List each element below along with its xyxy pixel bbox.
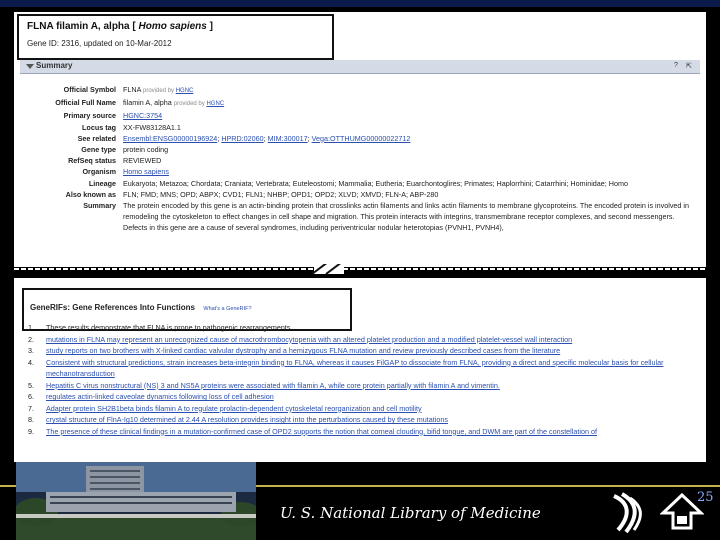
field-value: protein coding — [123, 145, 169, 155]
list-item: 8. crystal structure of FlnA-Ig10 determined at 2.44 A resolution provides insight into the perturbations caused by these mutations — [28, 415, 448, 424]
field-value: REVIEWED — [123, 156, 162, 166]
top-accent-bar — [0, 0, 720, 7]
list-item: 3. study reports on two brothers with X-linked cardiac valvular dystrophy and a hemizygous FLNA mutation and review previously described cases from the literature — [28, 346, 561, 355]
field-key: Summary — [83, 201, 116, 211]
field-key: Locus tag — [82, 122, 116, 132]
gene-summary-panel — [14, 12, 706, 267]
gene-title-prefix: FLNA filamin A, alpha [ — [27, 21, 136, 32]
field-lineage — [20, 178, 700, 189]
field-see-related: See related Ensembl:ENSG00000196924; HPRD:02060; MIM:300017; Vega:OTTHUMG00000022712 — [20, 133, 700, 144]
gene-title — [27, 21, 324, 32]
summary-header-label: Summary — [36, 61, 73, 70]
generif-panel — [14, 278, 706, 462]
help-icon[interactable]: ? — [674, 62, 678, 69]
generif-link[interactable]: regulates actin-linked caveolae dynamics following loss of cell adhesion — [46, 392, 274, 401]
whats-generif-link[interactable]: What's a GeneRIF? — [203, 306, 252, 312]
collapse-triangle-icon[interactable] — [26, 64, 34, 69]
field-value: FLNA — [123, 85, 141, 94]
list-item: 4. Consistent with structural predictions, strain increases beta-integrin binding to FLNA, whereas it causes FilGAP to dissociate from FLNA, providing a direct and specific molecular basis for cellular mechanotransduction — [28, 357, 698, 380]
generif-link[interactable]: Consistent with structural predictions, strain increases beta-integrin binding to FLNA, whereas it causes FilGAP to dissociate from FLNA, providing a direct and specific molecular basis for cellular mechanotransduction — [46, 357, 664, 378]
nlm-institution-name: U. S. National Library of Medicine — [280, 504, 541, 522]
list-item: 2. mutations in FLNA may represent an unrecognized cause of macrothrombocytopenia with an altered platelet production and a modified platelet-vessel wall interaction — [28, 334, 573, 344]
hgnc-link[interactable]: HGNC — [175, 88, 194, 94]
generif-list — [28, 322, 698, 437]
list-item: 6. regulates actin-linked caveolae dynamics following loss of cell adhesion — [28, 392, 274, 401]
provided-by-text: provided by — [173, 101, 205, 108]
field-key: Gene type — [81, 145, 116, 155]
field-key: Organism — [82, 167, 116, 177]
generif-link[interactable]: mutations in FLNA may represent an unrecognized cause of macrothrombocytopenia with an altered platelet production and a modified platelet-vessel wall interaction — [46, 334, 573, 344]
provided-by-text: provided by — [142, 88, 175, 94]
vega-link[interactable]: Vega:OTTHUMG00000022712 — [311, 133, 411, 143]
generif-link[interactable]: Adapter protein SH2B1beta binds filamin A to regulate prolactin-dependent cytoskeletal reorganization and cell motility — [46, 403, 422, 413]
generif-link[interactable]: study reports on two brothers with X-linked cardiac valvular dystrophy and a hemizygous FLNA mutation and review previously described cases from the literature — [46, 346, 561, 355]
nlm-building-image — [16, 462, 256, 540]
field-key: Official Symbol — [63, 85, 116, 94]
gene-title-highlight — [17, 14, 334, 60]
organism-link[interactable]: Homo sapiens — [123, 167, 169, 177]
slide-page-number: 25 — [697, 490, 714, 505]
hprd-link[interactable]: HPRD:02060 — [221, 133, 264, 143]
field-value: Eukaryota; Metazoa; Chordata; Craniata; Vertebrata; Euteleostomi; Mammalia; Eutheria; Euarchontoglires; Primates; Haplorrhini; Catarrhini; Hominidae; Homo — [123, 178, 628, 188]
field-key: See related — [77, 133, 116, 143]
field-key: RefSeq status — [68, 156, 116, 166]
hhs-logo-icon — [608, 492, 648, 534]
field-value: XX-FW83128A1.1 — [123, 122, 181, 132]
gene-title-suffix: ] — [209, 21, 213, 32]
generif-text[interactable]: These results demonstrate that FLNA is prone to pathogenic rearrangements — [46, 323, 291, 332]
page-break-divider — [14, 264, 706, 274]
ensembl-link[interactable]: Ensembl:ENSG00000196924 — [123, 133, 218, 143]
gene-id-line: Gene ID: 2316, updated on 10-Mar-2012 — [27, 39, 172, 48]
field-value: filamin A, alpha — [123, 98, 172, 108]
field-key: Primary source — [63, 111, 116, 121]
field-key: Official Full Name — [55, 98, 116, 108]
summary-section-header[interactable] — [20, 60, 700, 74]
field-official-symbol — [20, 84, 700, 97]
field-key: Also known as — [65, 189, 116, 199]
generif-link[interactable]: crystal structure of FlnA-Ig10 determined at 2.44 A resolution provides insight into the perturbations caused by these mutations — [46, 415, 448, 424]
hgnc-link[interactable]: HGNC — [206, 101, 225, 108]
field-primary-source — [20, 110, 700, 121]
primary-source-link[interactable]: HGNC:3754 — [123, 111, 163, 121]
field-organism — [20, 166, 700, 177]
field-gene-type — [20, 144, 700, 155]
field-refseq-status — [20, 155, 700, 166]
list-item: 1. These results demonstrate that FLNA is prone to pathogenic rearrangements — [28, 323, 291, 332]
list-item: 7. Adapter protein SH2B1beta binds filamin A to regulate prolactin-dependent cytoskeletal reorganization and cell motility — [28, 403, 422, 413]
field-value: The protein encoded by this gene is an actin-binding protein that crosslinks actin filaments and links actin filaments to membrane glycoproteins. The encoded protein is involved in remodeling the cytoskeleton to effect changes in cell shape and migration. This protein interacts with integrins, transmembrane receptor complexes, and second messengers. Defects in this gene are a cause of several syndromes, including periventricular nodular heterotopias (PVNH1, PVNH4), — [123, 201, 689, 233]
summary-fields — [20, 84, 700, 234]
mim-link[interactable]: MIM:300017 — [267, 133, 308, 143]
generif-link[interactable]: The presence of these clinical findings in a mutation-confirmed case of OPD2 supports the notion that corneal clouding, bifid tongue, and DWM are part of the constellation of — [46, 426, 597, 436]
field-value: FLN; FMD; MNS; OPD; ABPX; CVD1; FLN1; NHBP; OPD1; OPD2; XLVD; XMVD; FLN-A; ABP-280 — [123, 189, 439, 199]
list-item: 9. The presence of these clinical findings in a mutation-confirmed case of OPD2 supports the notion that corneal clouding, bifid tongue, and DWM are part of the constellation of — [28, 426, 597, 436]
expand-icon[interactable]: ⇱ — [686, 63, 692, 70]
field-key: Lineage — [88, 178, 116, 188]
field-also-known-as — [20, 189, 700, 200]
field-locus-tag — [20, 122, 700, 133]
generif-title: GeneRIFs: Gene References Into Functions — [30, 303, 195, 312]
gene-organism: Homo sapiens — [138, 21, 207, 32]
field-official-full-name — [20, 97, 700, 110]
field-summary — [20, 200, 700, 234]
list-item: 5. Hepatitis C virus nonstructural (NS) 3 and NS5A proteins were associated with filamin A, while core protein partially with filamin A and vimentin. — [28, 380, 500, 390]
generif-link[interactable]: Hepatitis C virus nonstructural (NS) 3 and NS5A proteins were associated with filamin A, while core protein partially with filamin A and vimentin. — [46, 380, 500, 390]
